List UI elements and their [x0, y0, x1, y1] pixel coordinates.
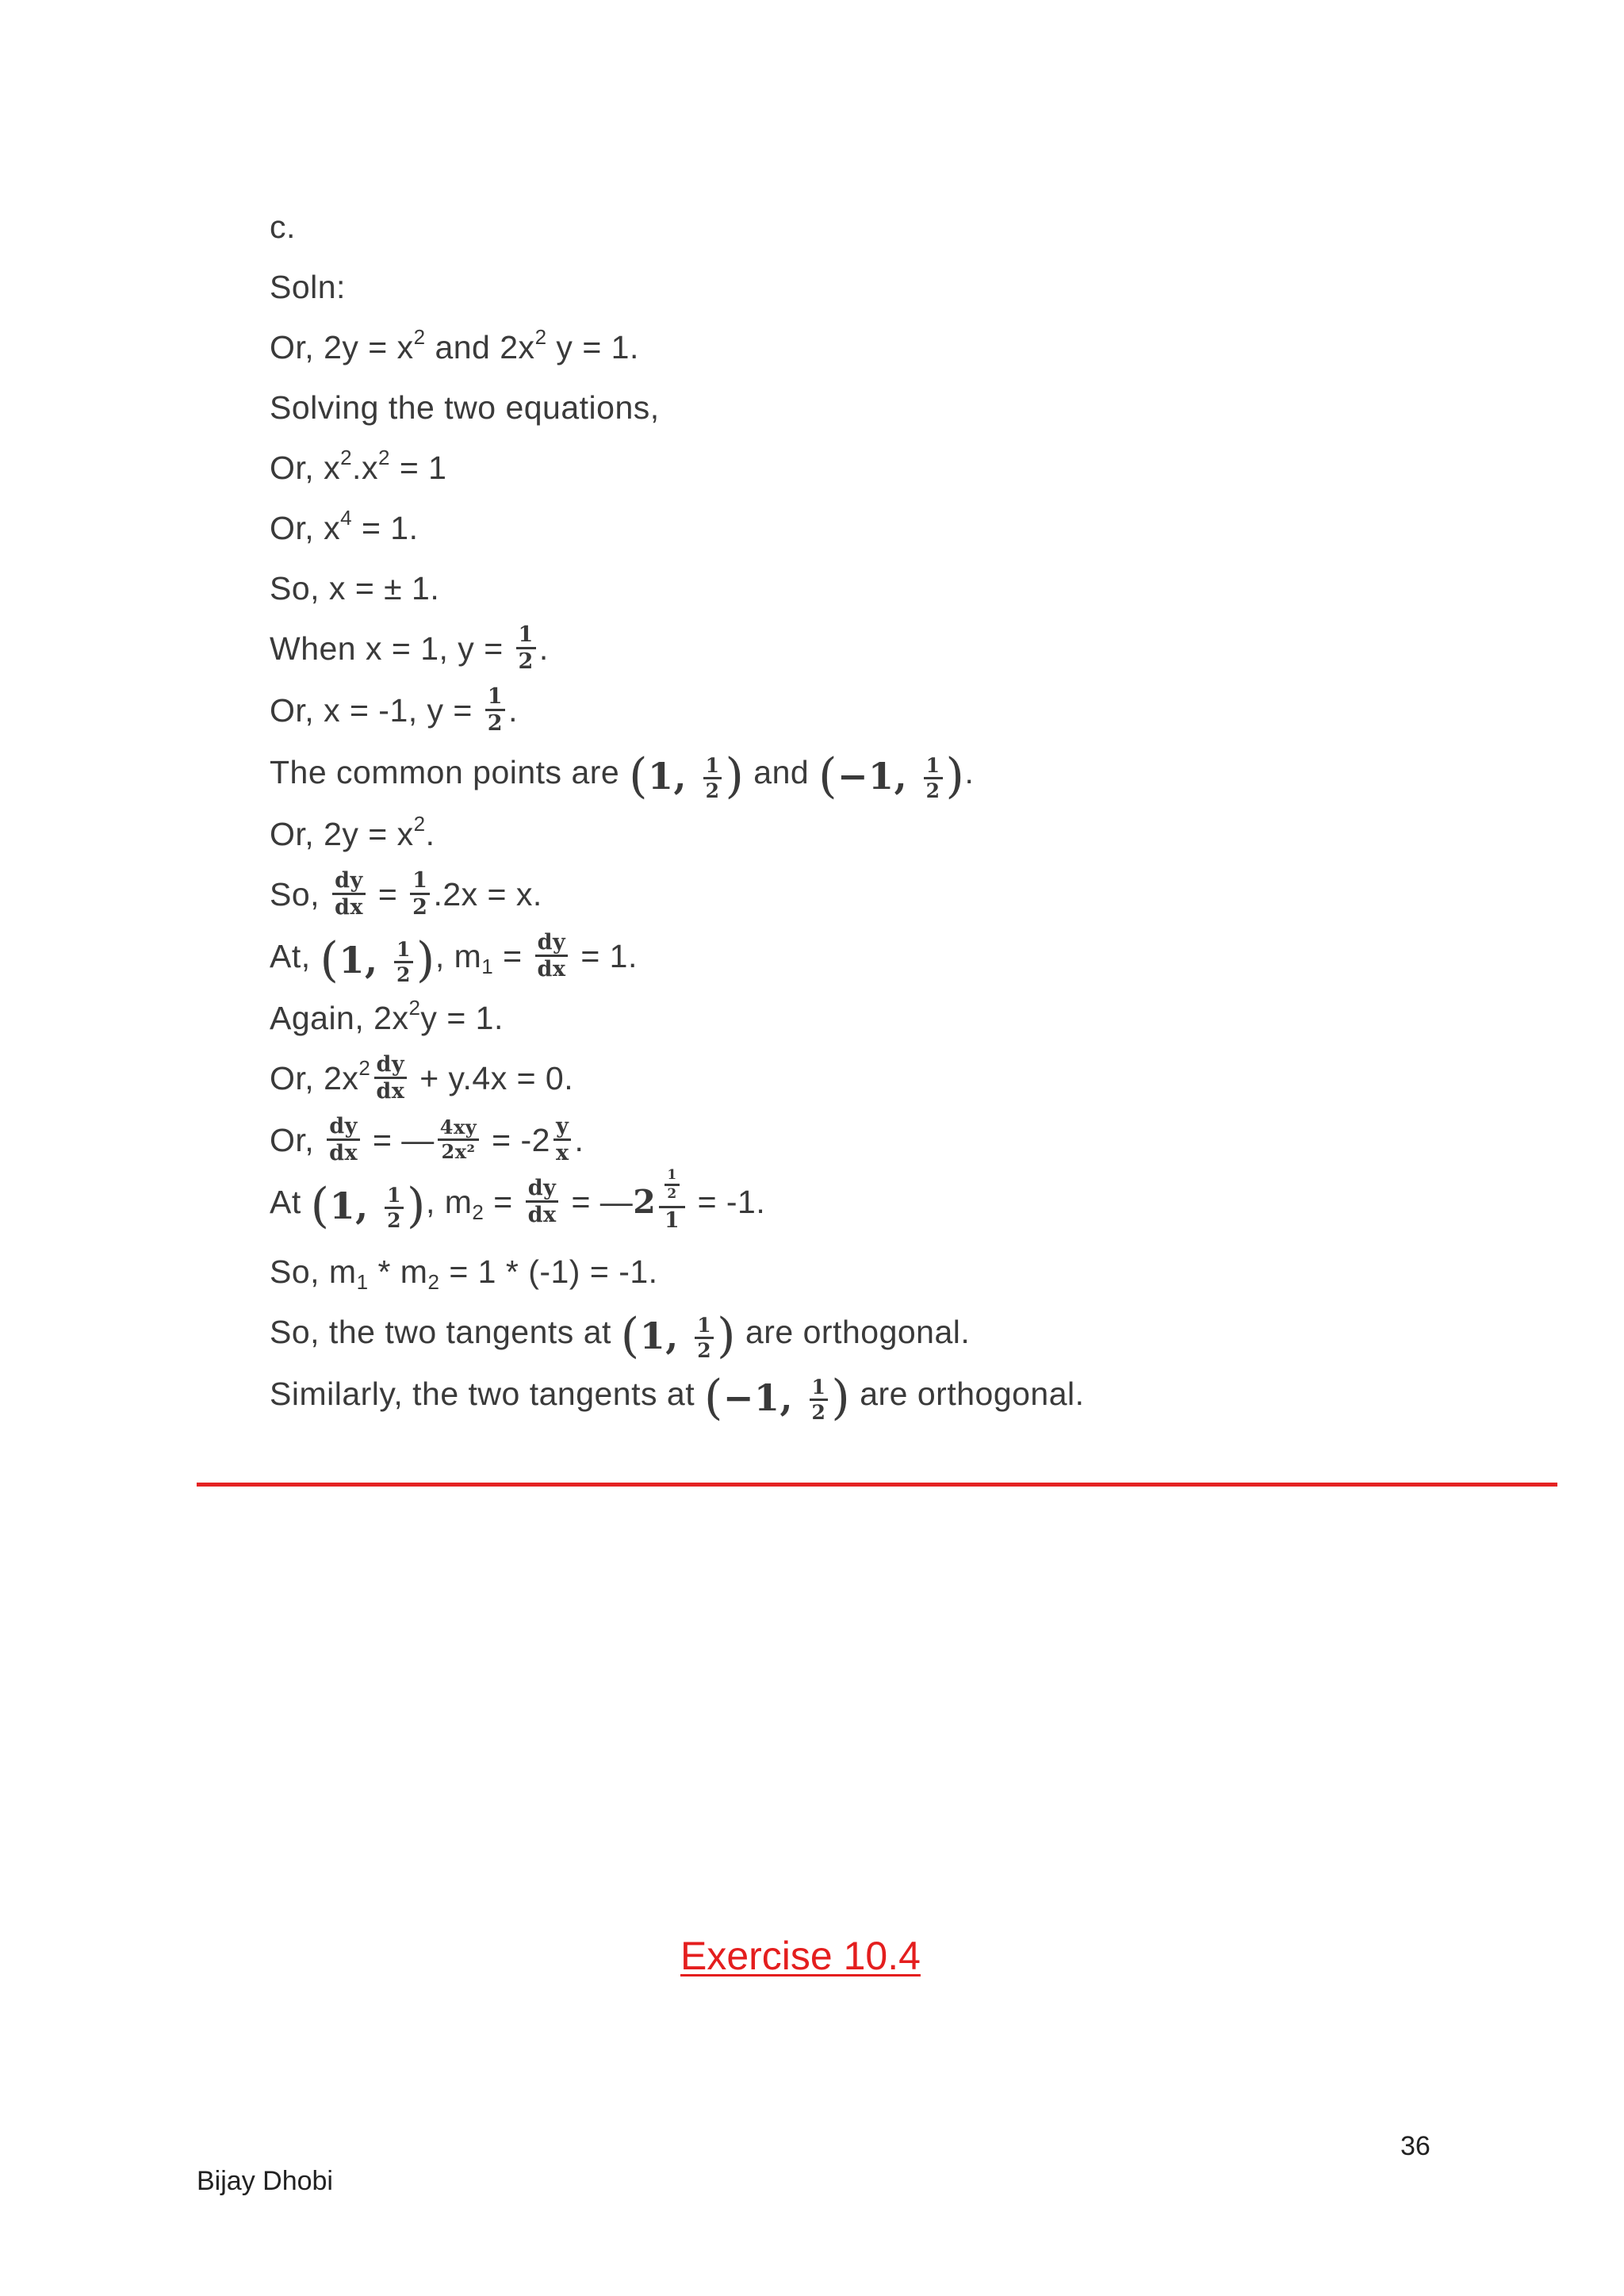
coord: −1 — [722, 1376, 780, 1420]
fraction — [924, 753, 943, 802]
fraction — [516, 624, 536, 672]
coord: 1 — [648, 755, 674, 798]
coord: 1 — [339, 939, 365, 982]
point — [703, 1370, 851, 1426]
numerator: 1 — [810, 1377, 829, 1401]
fraction — [410, 867, 430, 920]
denominator: 2 — [811, 1400, 826, 1424]
denominator: 2x² — [441, 1139, 476, 1163]
text: y = 1. — [420, 1000, 504, 1036]
solution-line — [270, 1242, 1459, 1302]
exponent: 4 — [340, 506, 353, 530]
fraction — [695, 1315, 714, 1360]
solution-line — [270, 926, 1459, 988]
numerator: 1 — [394, 939, 413, 963]
solution-line — [270, 498, 1459, 558]
text: . — [964, 754, 975, 790]
coord: 1 — [329, 1184, 356, 1228]
denominator: 2 — [387, 1208, 402, 1232]
text: So, x = ± 1. — [270, 570, 440, 607]
denominator: dx — [537, 956, 566, 982]
solution-line — [270, 804, 1459, 864]
part-label: c. — [270, 209, 296, 245]
exponent: 2 — [408, 996, 421, 1020]
text: and — [744, 754, 819, 790]
point — [320, 932, 435, 989]
text: + y.4x = 0. — [410, 1060, 574, 1096]
numerator: 1 — [924, 756, 943, 779]
point — [620, 1308, 737, 1364]
text: Or, — [270, 1122, 324, 1158]
text: . — [425, 816, 435, 852]
numerator: 1 — [385, 1185, 404, 1209]
text: = -2 — [482, 1122, 550, 1158]
denominator: 2 — [412, 894, 428, 920]
comma: , — [665, 1314, 679, 1358]
denominator: 2 — [518, 649, 534, 674]
exponent: 2 — [358, 1056, 371, 1080]
text: Or, x — [270, 450, 341, 486]
text: .x — [352, 450, 378, 486]
text: y = 1. — [546, 329, 639, 365]
text: When x = 1, y = — [270, 630, 513, 667]
solution-line — [270, 618, 1459, 680]
denominator: 2 — [925, 779, 940, 802]
fraction — [327, 1115, 360, 1164]
text: Or, x — [270, 510, 341, 546]
solution-line — [270, 197, 1459, 257]
text: = 1. — [571, 938, 638, 974]
solution-block — [270, 197, 1459, 1425]
numerator: y — [553, 1115, 571, 1141]
denominator: dx — [334, 894, 363, 920]
solution-line — [270, 680, 1459, 742]
subscript: 2 — [427, 1270, 440, 1294]
text: = — [493, 938, 532, 974]
text: Or, 2x — [270, 1060, 359, 1096]
fraction — [438, 1115, 479, 1163]
solution-line — [270, 1302, 1459, 1364]
coord: 1 — [639, 1314, 666, 1358]
paren: ( — [310, 1178, 330, 1234]
paren: ) — [416, 932, 435, 989]
point — [310, 1178, 426, 1234]
solution-line — [270, 1166, 1459, 1242]
paren: ( — [703, 1370, 723, 1426]
numerator: 1 — [516, 624, 536, 649]
solution-heading: Soln: — [270, 269, 346, 305]
exponent: 2 — [340, 446, 353, 469]
numerator: dy — [526, 1177, 559, 1203]
comma: , — [894, 755, 908, 798]
fraction — [703, 753, 722, 802]
numerator: 1 — [665, 1169, 679, 1186]
text: are orthogonal. — [850, 1376, 1085, 1412]
paren: ) — [831, 1370, 851, 1426]
solution-line — [270, 377, 1459, 438]
text: . — [538, 630, 549, 667]
denominator: dx — [527, 1202, 557, 1227]
text: = — — [561, 1184, 634, 1220]
numerator: dy — [535, 932, 569, 957]
numerator: 4xy — [438, 1118, 479, 1141]
fraction — [332, 867, 366, 920]
text: At — [270, 1184, 311, 1220]
solution-line — [270, 257, 1459, 317]
text: So, m — [270, 1253, 357, 1290]
text: Solving the two equations, — [270, 389, 660, 426]
comma: , — [364, 939, 378, 982]
comma: , — [779, 1376, 793, 1420]
text: and 2x — [425, 329, 535, 365]
fraction — [553, 1115, 572, 1164]
text: = 1. — [352, 510, 419, 546]
denominator: 2 — [697, 1338, 712, 1362]
exercise-heading[interactable]: Exercise 10.4 — [680, 1934, 921, 1978]
denominator: dx — [376, 1078, 405, 1104]
denominator: dx — [329, 1140, 358, 1165]
solution-line — [270, 438, 1459, 498]
point — [818, 748, 965, 805]
numerator: 1 — [695, 1315, 714, 1339]
subscript: 2 — [472, 1200, 485, 1224]
compound-fraction — [659, 1166, 684, 1233]
denominator: 2 — [487, 710, 504, 736]
denominator: 2 — [396, 962, 411, 986]
fraction — [385, 1185, 404, 1230]
numerator: 1 — [703, 756, 722, 779]
fraction — [665, 1166, 679, 1202]
numerator: dy — [332, 870, 366, 895]
section-divider — [197, 1483, 1557, 1487]
numerator: dy — [327, 1115, 360, 1141]
fraction — [485, 683, 505, 736]
paren: ( — [320, 932, 339, 989]
text: . — [508, 692, 518, 729]
comma: , — [673, 755, 688, 798]
exponent: 2 — [413, 325, 426, 349]
text: = — — [363, 1122, 435, 1158]
text: Similarly, the two tangents at — [270, 1376, 704, 1412]
text: Or, 2y = x — [270, 329, 414, 365]
denominator: 1 — [664, 1207, 680, 1233]
text: .2x = x. — [433, 876, 542, 913]
text: So, — [270, 876, 329, 913]
text: At, — [270, 938, 320, 974]
text: = — [484, 1184, 523, 1220]
solution-line — [270, 317, 1459, 377]
text: . — [574, 1122, 584, 1158]
denominator: 2 — [705, 779, 720, 802]
fraction — [526, 1177, 559, 1226]
denominator: 2 — [667, 1185, 677, 1202]
fraction — [373, 1051, 407, 1104]
paren: ) — [725, 748, 745, 805]
text: Or, x = -1, y = — [270, 692, 482, 729]
text: * m — [368, 1253, 428, 1290]
exponent: 2 — [534, 325, 547, 349]
author-footer: Bijay Dhobi — [197, 2166, 333, 2196]
page-number: 36 — [1400, 2131, 1431, 2161]
text: So, the two tangents at — [270, 1314, 621, 1350]
point — [629, 748, 745, 805]
exponent: 2 — [413, 812, 426, 836]
solution-line — [270, 742, 1459, 804]
text: , m — [425, 1184, 473, 1220]
fraction — [394, 939, 413, 985]
solution-line — [270, 1110, 1459, 1172]
numerator: 1 — [410, 870, 430, 895]
exponent: 2 — [377, 446, 390, 469]
text: The common points are — [270, 754, 630, 790]
coefficient: 2 — [633, 1183, 657, 1221]
text: Or, 2y = x — [270, 816, 414, 852]
text: = 1 — [389, 450, 447, 486]
paren: ( — [620, 1308, 640, 1364]
text: , m — [435, 938, 482, 974]
coord: −1 — [837, 755, 894, 798]
paren: ( — [629, 748, 649, 805]
numerator: 1 — [485, 686, 505, 711]
paren: ) — [945, 748, 965, 805]
fraction — [810, 1377, 829, 1422]
solution-line — [270, 1048, 1459, 1110]
numerator: dy — [374, 1054, 408, 1079]
text: = 1 * (-1) = -1. — [439, 1253, 658, 1290]
solution-line — [270, 558, 1459, 618]
solution-line — [270, 864, 1459, 926]
paren: ) — [407, 1178, 426, 1234]
text: are orthogonal. — [736, 1314, 971, 1350]
fraction — [534, 929, 568, 982]
solution-line — [270, 988, 1459, 1048]
solution-line — [270, 1364, 1459, 1425]
numerator — [659, 1166, 684, 1208]
paren: ) — [717, 1308, 737, 1364]
comma: , — [355, 1184, 369, 1228]
paren: ( — [818, 748, 838, 805]
text: Again, 2x — [270, 1000, 409, 1036]
text: = — [368, 876, 408, 913]
text: = -1. — [688, 1184, 766, 1220]
subscript: 1 — [356, 1270, 369, 1294]
denominator: x — [555, 1140, 569, 1165]
subscript: 1 — [481, 955, 494, 978]
